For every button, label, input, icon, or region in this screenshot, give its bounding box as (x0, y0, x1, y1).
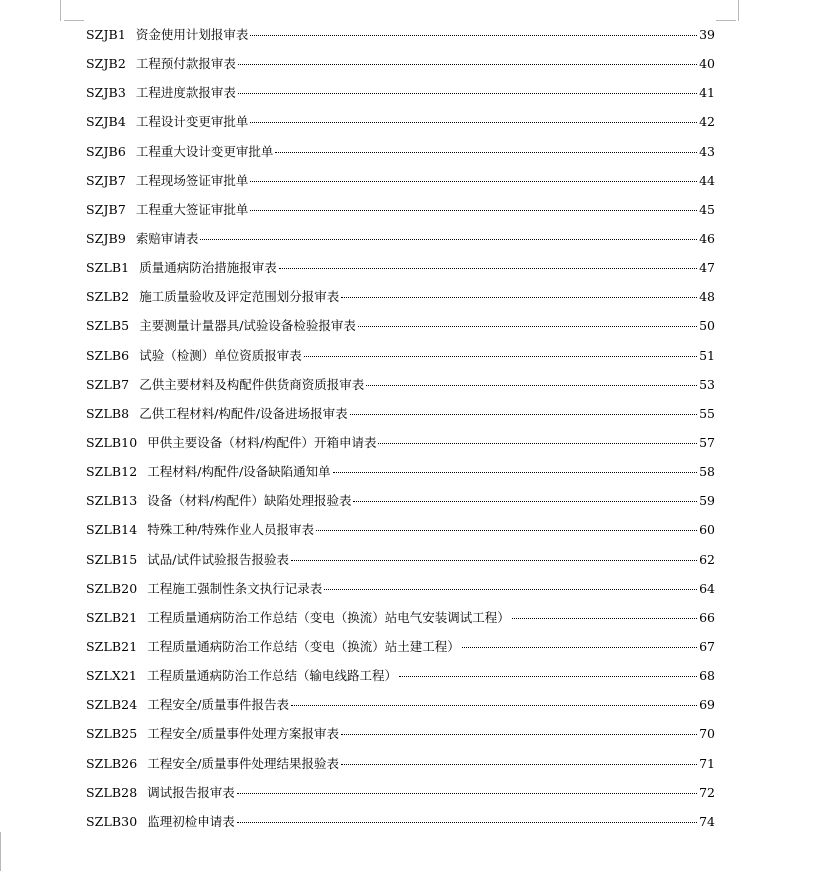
toc-entry-title: 试验（检测）单位资质报审表 (139, 347, 302, 363)
toc-entry-page-number: 74 (699, 813, 715, 829)
toc-entry-code: SZLB1 (86, 260, 130, 276)
toc-entry-page-number: 60 (699, 522, 715, 538)
toc-dot-leader (512, 617, 697, 619)
toc-entry-title: 设备（材料/构配件）缺陷处理报验表 (147, 493, 352, 509)
toc-entry-title: 工程预付款报审表 (135, 56, 236, 72)
toc-entry-title: 工程重大设计变更审批单 (135, 143, 274, 159)
toc-entry-page-number: 69 (699, 697, 715, 713)
toc-entry-code: SZJB3 (86, 85, 126, 101)
table-of-contents (86, 20, 715, 836)
toc-dot-leader (324, 588, 697, 590)
toc-entry-page-number: 66 (699, 609, 715, 625)
toc-dot-leader (341, 763, 697, 765)
toc-entry-page-number: 39 (699, 27, 715, 42)
toc-entry-page-number: 51 (699, 347, 715, 363)
toc-entry-code: SZLB24 (86, 697, 138, 713)
toc-entry-code: SZJB1 (86, 27, 126, 42)
toc-dot-leader (250, 34, 697, 36)
toc-entry-code: SZLB15 (86, 551, 138, 567)
toc-entry[interactable] (86, 632, 715, 661)
toc-dot-leader (399, 675, 697, 677)
toc-entry-code: SZLB30 (86, 813, 138, 829)
toc-entry-title: 工程重大签证审批单 (135, 201, 249, 217)
toc-entry-code: SZLB28 (86, 784, 138, 800)
toc-entry-title: 调试报告报审表 (147, 784, 235, 800)
toc-entry-code: SZLB20 (86, 580, 138, 596)
toc-entry-page-number: 58 (699, 464, 715, 480)
toc-dot-leader (291, 559, 697, 561)
toc-entry[interactable] (86, 20, 715, 49)
toc-dot-leader (316, 529, 697, 531)
toc-entry-title: 质量通病防治措施报审表 (139, 260, 277, 276)
toc-entry[interactable] (86, 253, 715, 282)
toc-entry-title: 索赔审请表 (135, 230, 199, 246)
toc-entry-title: 工程施工强制性条文执行记录表 (147, 580, 323, 596)
toc-dot-leader (350, 413, 697, 415)
toc-entry[interactable] (86, 661, 715, 690)
toc-entry[interactable] (86, 311, 715, 340)
toc-entry[interactable] (86, 515, 715, 544)
toc-entry-page-number: 42 (699, 114, 715, 130)
toc-dot-leader (353, 500, 697, 502)
toc-dot-leader (238, 63, 697, 65)
toc-dot-leader (358, 325, 697, 327)
toc-entry-code: SZJB2 (86, 56, 126, 72)
toc-entry[interactable] (86, 282, 715, 311)
toc-entry[interactable] (86, 137, 715, 166)
toc-entry-title: 工程质量通病防治工作总结（变电（换流）站土建工程） (147, 638, 460, 654)
toc-entry-title: 工程材料/构配件/设备缺陷通知单 (147, 464, 331, 480)
toc-entry-title: 监理初检申请表 (147, 813, 235, 829)
toc-entry[interactable] (86, 749, 715, 778)
toc-entry-code: SZLB6 (86, 347, 130, 363)
toc-entry[interactable] (86, 195, 715, 224)
crop-mark-right-horizontal (716, 20, 736, 21)
toc-entry-code: SZLX21 (86, 668, 137, 684)
crop-mark-right-vertical (738, 0, 739, 21)
toc-entry-page-number: 50 (699, 318, 715, 334)
toc-entry-code: SZLB10 (86, 434, 138, 450)
toc-entry-code: SZLB21 (86, 609, 138, 625)
toc-entry-title: 工程质量通病防治工作总结（输电线路工程） (146, 668, 397, 684)
toc-entry-title: 资金使用计划报审表 (135, 27, 249, 42)
toc-entry[interactable] (86, 457, 715, 486)
toc-dot-leader (333, 471, 697, 473)
toc-entry-title: 主要测量计量器具/试验设备检验报审表 (139, 318, 356, 334)
page-edge-left (0, 832, 1, 871)
toc-entry[interactable] (86, 399, 715, 428)
toc-dot-leader (250, 121, 697, 123)
toc-entry[interactable] (86, 778, 715, 807)
toc-entry-page-number: 46 (699, 230, 715, 246)
toc-entry-page-number: 68 (699, 668, 715, 684)
toc-entry-code: SZLB12 (86, 464, 138, 480)
toc-dot-leader (237, 792, 697, 794)
toc-entry[interactable] (86, 545, 715, 574)
toc-entry-code: SZLB14 (86, 522, 138, 538)
toc-entry-page-number: 70 (699, 726, 715, 742)
toc-entry-title: 工程安全/质量事件处理方案报审表 (147, 726, 339, 742)
toc-entry-page-number: 53 (699, 376, 715, 392)
toc-dot-leader (237, 821, 697, 823)
toc-entry[interactable] (86, 370, 715, 399)
toc-dot-leader (250, 209, 697, 211)
toc-entry-page-number: 71 (699, 755, 715, 771)
toc-entry-page-number: 48 (699, 289, 715, 305)
crop-mark-left-vertical (60, 0, 61, 21)
toc-entry[interactable] (86, 428, 715, 457)
toc-entry[interactable] (86, 574, 715, 603)
toc-entry-page-number: 45 (699, 201, 715, 217)
toc-dot-leader (304, 355, 697, 357)
toc-entry-code: SZJB7 (86, 172, 126, 188)
toc-entry-page-number: 40 (699, 56, 715, 72)
toc-entry-page-number: 44 (699, 172, 715, 188)
toc-entry-title: 工程进度款报审表 (135, 85, 236, 101)
toc-entry[interactable] (86, 107, 715, 136)
toc-dot-leader (291, 704, 697, 706)
toc-entry-title: 工程现场签证审批单 (135, 172, 249, 188)
toc-entry-page-number: 67 (699, 638, 715, 654)
toc-entry-code: SZLB7 (86, 376, 130, 392)
toc-entry-code: SZJB9 (86, 230, 126, 246)
toc-entry-code: SZLB2 (86, 289, 130, 305)
toc-dot-leader (366, 384, 697, 386)
toc-entry-title: 工程设计变更审批单 (135, 114, 249, 130)
toc-entry-code: SZLB21 (86, 638, 138, 654)
crop-mark-left-horizontal (64, 20, 84, 21)
toc-entry-title: 乙供工程材料/构配件/设备进场报审表 (139, 405, 348, 421)
toc-entry-code: SZJB4 (86, 114, 126, 130)
toc-entry-page-number: 72 (699, 784, 715, 800)
toc-entry-code: SZLB25 (86, 726, 138, 742)
toc-entry[interactable] (86, 166, 715, 195)
toc-entry-title: 工程安全/质量事件报告表 (147, 697, 289, 713)
toc-entry-page-number: 43 (699, 143, 715, 159)
toc-entry[interactable] (86, 78, 715, 107)
toc-entry-title: 甲供主要设备（材料/构配件）开箱申请表 (147, 434, 377, 450)
toc-entry[interactable] (86, 49, 715, 78)
toc-entry[interactable] (86, 341, 715, 370)
toc-entry-page-number: 59 (699, 493, 715, 509)
toc-entry-code: SZLB8 (86, 405, 130, 421)
toc-dot-leader (275, 151, 697, 153)
toc-entry[interactable] (86, 719, 715, 748)
toc-entry-title: 工程质量通病防治工作总结（变电（换流）站电气安装调试工程） (147, 609, 510, 625)
toc-entry-page-number: 62 (699, 551, 715, 567)
toc-entry-code: SZJB6 (86, 143, 126, 159)
toc-entry-code: SZLB26 (86, 755, 138, 771)
toc-entry-page-number: 57 (699, 434, 715, 450)
toc-dot-leader (238, 92, 697, 94)
toc-entry-code: SZLB5 (86, 318, 130, 334)
toc-entry-page-number: 47 (699, 260, 715, 276)
toc-dot-leader (279, 267, 697, 269)
toc-dot-leader (341, 733, 697, 735)
toc-entry[interactable] (86, 224, 715, 253)
toc-dot-leader (250, 180, 697, 182)
toc-entry[interactable] (86, 603, 715, 632)
toc-entry-code: SZLB13 (86, 493, 138, 509)
toc-dot-leader (200, 238, 697, 240)
toc-entry-page-number: 55 (699, 405, 715, 421)
toc-entry-title: 工程安全/质量事件处理结果报验表 (147, 755, 339, 771)
toc-entry-page-number: 64 (699, 580, 715, 596)
toc-entry-title: 特殊工种/特殊作业人员报审表 (147, 522, 314, 538)
toc-entry-code: SZJB7 (86, 201, 126, 217)
toc-dot-leader (341, 296, 697, 298)
toc-dot-leader (378, 442, 697, 444)
toc-entry-title: 施工质量验收及评定范围划分报审表 (139, 289, 340, 305)
toc-entry[interactable] (86, 690, 715, 719)
toc-entry-title: 乙供主要材料及构配件供货商资质报审表 (139, 376, 365, 392)
toc-entry[interactable] (86, 486, 715, 515)
toc-dot-leader (462, 646, 697, 648)
toc-entry[interactable] (86, 807, 715, 836)
toc-entry-title: 试品/试件试验报告报验表 (147, 551, 289, 567)
toc-entry-page-number: 41 (699, 85, 715, 101)
